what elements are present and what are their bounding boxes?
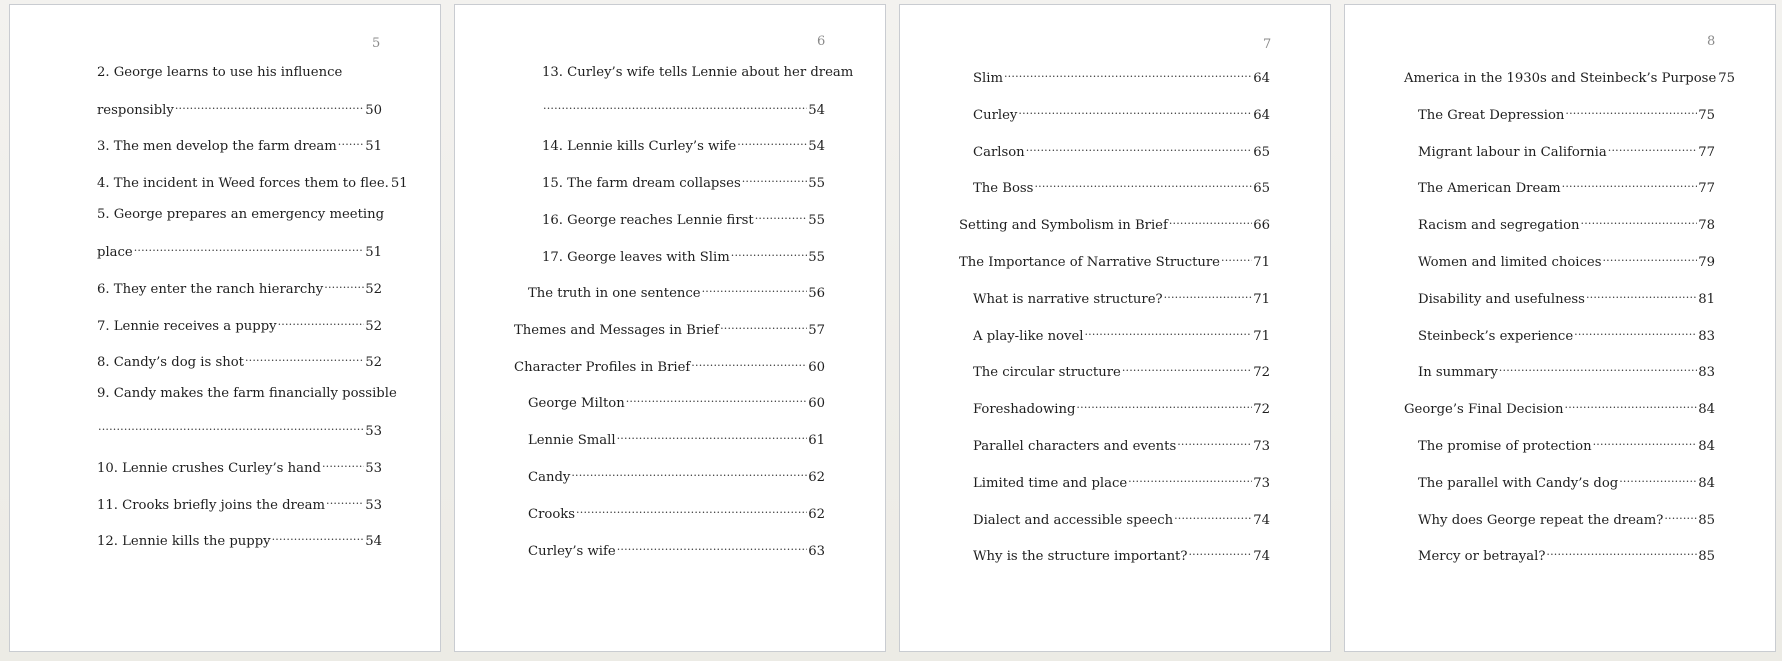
toc-leader-dots: [1188, 542, 1252, 560]
toc-entry[interactable]: [97, 348, 382, 370]
toc-entry-page: 73: [1253, 439, 1270, 454]
toc-entry[interactable]: [1418, 506, 1715, 528]
toc-entry-page: 50: [365, 103, 382, 118]
toc-leader-dots: [98, 417, 364, 435]
toc-entry-page: 52: [365, 319, 382, 334]
toc-leader-dots: [543, 96, 807, 114]
toc-entry-page: 55: [808, 250, 825, 265]
toc-leader-dots: [1221, 248, 1252, 266]
toc-entry[interactable]: [97, 132, 382, 154]
toc-entry[interactable]: [1418, 248, 1715, 270]
toc-entry[interactable]: [973, 64, 1270, 86]
toc-entry-page: 77: [1698, 181, 1715, 196]
toc-entry-page: 65: [1253, 181, 1270, 196]
toc-leader-dots: [1034, 174, 1252, 192]
toc-entry-page: 53: [365, 424, 382, 439]
toc-entry[interactable]: [97, 385, 397, 403]
toc-entry-page: 54: [808, 139, 825, 154]
toc-leader-dots: [1169, 211, 1252, 229]
toc-entry-title: Migrant labour in California: [1418, 145, 1607, 160]
toc-entry-title: 2. George learns to use his influence: [97, 65, 343, 80]
toc-entry[interactable]: [97, 312, 382, 334]
toc-leader-dots: [1164, 285, 1253, 303]
toc-leader-dots: [1499, 358, 1697, 376]
page-number: 8: [1707, 34, 1716, 49]
toc-leader-dots: [731, 243, 807, 261]
toc-entry[interactable]: [542, 96, 825, 118]
toc-leader-dots: [1565, 395, 1698, 413]
toc-entry-title: Steinbeck’s experience: [1418, 329, 1574, 344]
toc-entry[interactable]: [973, 101, 1270, 123]
toc-leader-dots: [1122, 358, 1252, 376]
toc-entry[interactable]: [973, 432, 1270, 454]
toc-entry-title: 9. Candy makes the farm financially possible: [97, 386, 397, 401]
toc-entry[interactable]: [973, 358, 1270, 380]
toc-leader-dots: [720, 316, 807, 334]
toc-entry-title: Limited time and place: [973, 476, 1128, 491]
toc-leader-dots: [742, 169, 808, 187]
toc-entry[interactable]: [1418, 358, 1715, 380]
toc-entry[interactable]: [973, 469, 1270, 491]
toc-entry-page: 79: [1698, 255, 1715, 270]
toc-leader-dots: [1004, 64, 1252, 82]
toc-entry[interactable]: [1404, 395, 1715, 417]
toc-entry-title: Candy: [528, 470, 571, 485]
toc-entry[interactable]: [97, 238, 382, 260]
toc-entry-page: 64: [1253, 71, 1270, 86]
document-page: [1344, 4, 1776, 652]
toc-entry-page: 72: [1253, 365, 1270, 380]
toc-entry[interactable]: [973, 285, 1270, 307]
toc-entry-page: 57: [808, 323, 825, 338]
toc-entry[interactable]: [1418, 174, 1715, 196]
toc-entry-title: The Importance of Narrative Structure: [959, 255, 1220, 270]
toc-leader-dots: [322, 454, 364, 472]
toc-entry[interactable]: [528, 463, 825, 485]
toc-leader-dots: [1664, 506, 1697, 524]
toc-entry-page: 64: [1253, 108, 1270, 123]
toc-leader-dots: [1174, 506, 1252, 524]
toc-entry-page: 75: [1698, 108, 1715, 123]
toc-entry-title: Mercy or betrayal?: [1418, 549, 1546, 564]
toc-entry-page: 84: [1698, 439, 1715, 454]
document-page: [899, 4, 1331, 652]
toc-leader-dots: [1619, 469, 1697, 487]
toc-leader-dots: [134, 238, 365, 256]
toc-entry-page: 60: [808, 360, 825, 375]
page-number: 5: [372, 36, 381, 51]
toc-entry[interactable]: [1418, 322, 1715, 344]
toc-entry-title: The parallel with Candy’s dog: [1418, 476, 1619, 491]
toc-entry[interactable]: [959, 211, 1270, 233]
toc-entry-title: A play-like novel: [973, 329, 1084, 344]
toc-entry[interactable]: [973, 138, 1270, 160]
document-page: [454, 4, 886, 652]
toc-entry[interactable]: [97, 206, 385, 224]
toc-entry-title: Lennie Small: [528, 433, 616, 448]
toc-entry-title: America in the 1930s and Steinbeck’s Purpose: [1404, 71, 1717, 86]
toc-entry-title: Crooks: [528, 507, 576, 522]
toc-entry[interactable]: [97, 169, 408, 191]
toc-entry-title: The circular structure: [973, 365, 1121, 380]
toc-leader-dots: [1586, 285, 1697, 303]
toc-entry-title: 14. Lennie kills Curley’s wife: [542, 139, 737, 154]
toc-entry[interactable]: [528, 389, 825, 411]
toc-entry[interactable]: [528, 537, 825, 559]
toc-entry[interactable]: [97, 64, 382, 82]
toc-entry[interactable]: [97, 454, 382, 476]
toc-entry-title: Curley’s wife: [528, 544, 616, 559]
toc-leader-dots: [175, 96, 364, 114]
toc-entry-page: 74: [1253, 549, 1270, 564]
toc-leader-dots: [1602, 248, 1697, 266]
toc-entry[interactable]: [542, 206, 825, 228]
toc-entry-page: 62: [808, 470, 825, 485]
toc-entry-page: 61: [808, 433, 825, 448]
toc-entry-title: 4. The incident in Weed forces them to flee.: [97, 176, 389, 191]
toc-leader-dots: [1177, 432, 1252, 450]
toc-entry[interactable]: [1418, 211, 1715, 233]
toc-leader-dots: [1128, 469, 1252, 487]
toc-entry-title: Slim: [973, 71, 1003, 86]
toc-entry-page: 84: [1698, 402, 1715, 417]
toc-entry-page: 85: [1698, 513, 1715, 528]
toc-leader-dots: [326, 491, 364, 509]
toc-entry[interactable]: [542, 64, 854, 82]
toc-leader-dots: [571, 463, 807, 481]
toc-entry-title: 16. George reaches Lennie first: [542, 213, 754, 228]
toc-entry-page: 60: [808, 396, 825, 411]
toc-entry[interactable]: [1404, 64, 1736, 86]
toc-entry-page: 77: [1698, 145, 1715, 160]
toc-entry[interactable]: [1418, 469, 1715, 491]
document-page: [9, 4, 441, 652]
toc-entry-page: 75: [1718, 71, 1736, 86]
toc-leader-dots: [1084, 322, 1252, 340]
toc-entry[interactable]: [97, 96, 382, 118]
toc-entry-page: 74: [1253, 513, 1270, 528]
toc-entry-page: 83: [1698, 329, 1715, 344]
toc-entry-title: In summary: [1418, 365, 1498, 380]
toc-entry[interactable]: [542, 243, 825, 265]
toc-entry[interactable]: [1418, 101, 1715, 123]
toc-entry-page: 65: [1253, 145, 1270, 160]
toc-entry-title: 3. The men develop the farm dream: [97, 139, 337, 154]
toc-entry-title: Why is the structure important?: [973, 549, 1188, 564]
toc-leader-dots: [338, 132, 364, 150]
toc-entry-title: Character Profiles in Brief: [514, 360, 691, 375]
toc-entry[interactable]: [973, 322, 1270, 344]
toc-entry[interactable]: [528, 279, 825, 301]
toc-entry[interactable]: [97, 275, 382, 297]
toc-leader-dots: [272, 527, 365, 545]
toc-leader-dots: [1562, 174, 1698, 192]
toc-leader-dots: [702, 279, 808, 297]
toc-entry-title: Foreshadowing: [973, 402, 1076, 417]
toc-entry-title: Parallel characters and events: [973, 439, 1177, 454]
toc-entry-title: Dialect and accessible speech: [973, 513, 1174, 528]
toc-leader-dots: [1574, 322, 1697, 340]
toc-entry-page: 63: [808, 544, 825, 559]
toc-entry-page: 81: [1698, 292, 1715, 307]
toc-entry[interactable]: [514, 316, 825, 338]
toc-entry-page: 71: [1253, 255, 1270, 270]
toc-entry-page: 56: [808, 286, 825, 301]
toc-entry-page: 84: [1698, 476, 1715, 491]
toc-entry-title: What is narrative structure?: [973, 292, 1163, 307]
toc-entry-title: responsibly: [97, 103, 174, 118]
toc-entry-title: 13. Curley’s wife tells Lennie about her dream: [542, 65, 854, 80]
toc-entry-title: Curley: [973, 108, 1018, 123]
toc-entry-title: Themes and Messages in Brief: [514, 323, 720, 338]
toc-entry-page: 54: [808, 103, 825, 118]
toc-leader-dots: [626, 389, 808, 407]
toc-entry-page: 83: [1698, 365, 1715, 380]
toc-entry[interactable]: [973, 542, 1270, 564]
toc-entry[interactable]: [528, 500, 825, 522]
toc-entry[interactable]: [973, 395, 1270, 417]
toc-entry-page: 73: [1253, 476, 1270, 491]
toc-entry-title: 15. The farm dream collapses: [542, 176, 741, 191]
toc-entry-title: 11. Crooks briefly joins the dream: [97, 498, 325, 513]
toc-entry-title: 12. Lennie kills the puppy: [97, 534, 271, 549]
toc-entry-page: 72: [1253, 402, 1270, 417]
toc-entry[interactable]: [97, 417, 382, 439]
page-number: 6: [817, 34, 826, 49]
toc-entry-page: 55: [808, 213, 825, 228]
toc-entry-page: 51: [365, 139, 382, 154]
toc-entry-page: 71: [1253, 329, 1270, 344]
toc-entry[interactable]: [514, 353, 825, 375]
toc-leader-dots: [576, 500, 807, 518]
toc-entry-page: 78: [1698, 218, 1715, 233]
toc-entry-title: 10. Lennie crushes Curley’s hand: [97, 461, 321, 476]
toc-leader-dots: [1593, 432, 1698, 450]
toc-entry-title: Racism and segregation: [1418, 218, 1580, 233]
toc-leader-dots: [278, 312, 365, 330]
toc-entry-page: 85: [1698, 549, 1715, 564]
toc-entry-title: Disability and usefulness: [1418, 292, 1585, 307]
toc-entry[interactable]: [973, 174, 1270, 196]
toc-entry-title: The promise of protection: [1418, 439, 1592, 454]
toc-entry-page: 52: [365, 355, 382, 370]
toc-leader-dots: [737, 132, 807, 150]
toc-entry-page: 71: [1253, 292, 1270, 307]
toc-entry[interactable]: [542, 132, 825, 154]
toc-entry-page: 51: [390, 176, 408, 191]
toc-entry-title: 8. Candy’s dog is shot: [97, 355, 244, 370]
toc-entry[interactable]: [1418, 542, 1715, 564]
toc-leader-dots: [1076, 395, 1252, 413]
toc-entry[interactable]: [97, 491, 382, 513]
toc-leader-dots: [324, 275, 364, 293]
toc-entry-page: 55: [808, 176, 825, 191]
toc-leader-dots: [1565, 101, 1697, 119]
toc-entry[interactable]: [1418, 285, 1715, 307]
toc-entry[interactable]: [959, 248, 1270, 270]
toc-entry[interactable]: [973, 506, 1270, 528]
toc-entry-title: Carlson: [973, 145, 1025, 160]
toc-entry-title: The Boss: [973, 181, 1034, 196]
toc-entry-page: 66: [1253, 218, 1270, 233]
toc-entry-page: 52: [365, 282, 382, 297]
toc-entry-title: The truth in one sentence: [528, 286, 701, 301]
toc-entry-title: Women and limited choices: [1418, 255, 1602, 270]
page-number: 7: [1263, 37, 1272, 52]
toc-leader-dots: [691, 353, 807, 371]
toc-entry-title: 17. George leaves with Slim: [542, 250, 730, 265]
toc-entry-title: 5. George prepares an emergency meeting: [97, 207, 385, 222]
toc-entry-title: The Great Depression: [1418, 108, 1565, 123]
toc-leader-dots: [617, 537, 808, 555]
toc-entry-page: 62: [808, 507, 825, 522]
toc-entry-page: 53: [365, 498, 382, 513]
toc-leader-dots: [245, 348, 364, 366]
toc-entry[interactable]: [97, 527, 382, 549]
toc-entry-title: Setting and Symbolism in Brief: [959, 218, 1168, 233]
toc-leader-dots: [1546, 542, 1697, 560]
toc-entry[interactable]: [1418, 432, 1715, 454]
toc-leader-dots: [1026, 138, 1253, 156]
toc-entry-title: place: [97, 245, 133, 260]
toc-entry[interactable]: [528, 426, 825, 448]
toc-leader-dots: [755, 206, 807, 224]
toc-entry-title: The American Dream: [1418, 181, 1561, 196]
toc-entry-title: Why does George repeat the dream?: [1418, 513, 1664, 528]
toc-entry[interactable]: [1418, 138, 1715, 160]
toc-entry-title: George’s Final Decision: [1404, 402, 1564, 417]
toc-entry-page: 54: [365, 534, 382, 549]
toc-entry-title: 6. They enter the ranch hierarchy: [97, 282, 324, 297]
toc-leader-dots: [1581, 211, 1698, 229]
toc-entry-page: 51: [365, 245, 382, 260]
toc-leader-dots: [1018, 101, 1252, 119]
toc-leader-dots: [617, 426, 808, 444]
toc-entry-title: George Milton: [528, 396, 625, 411]
toc-entry[interactable]: [542, 169, 825, 191]
toc-entry-title: 7. Lennie receives a puppy: [97, 319, 277, 334]
toc-leader-dots: [1608, 138, 1697, 156]
toc-entry-page: 53: [365, 461, 382, 476]
